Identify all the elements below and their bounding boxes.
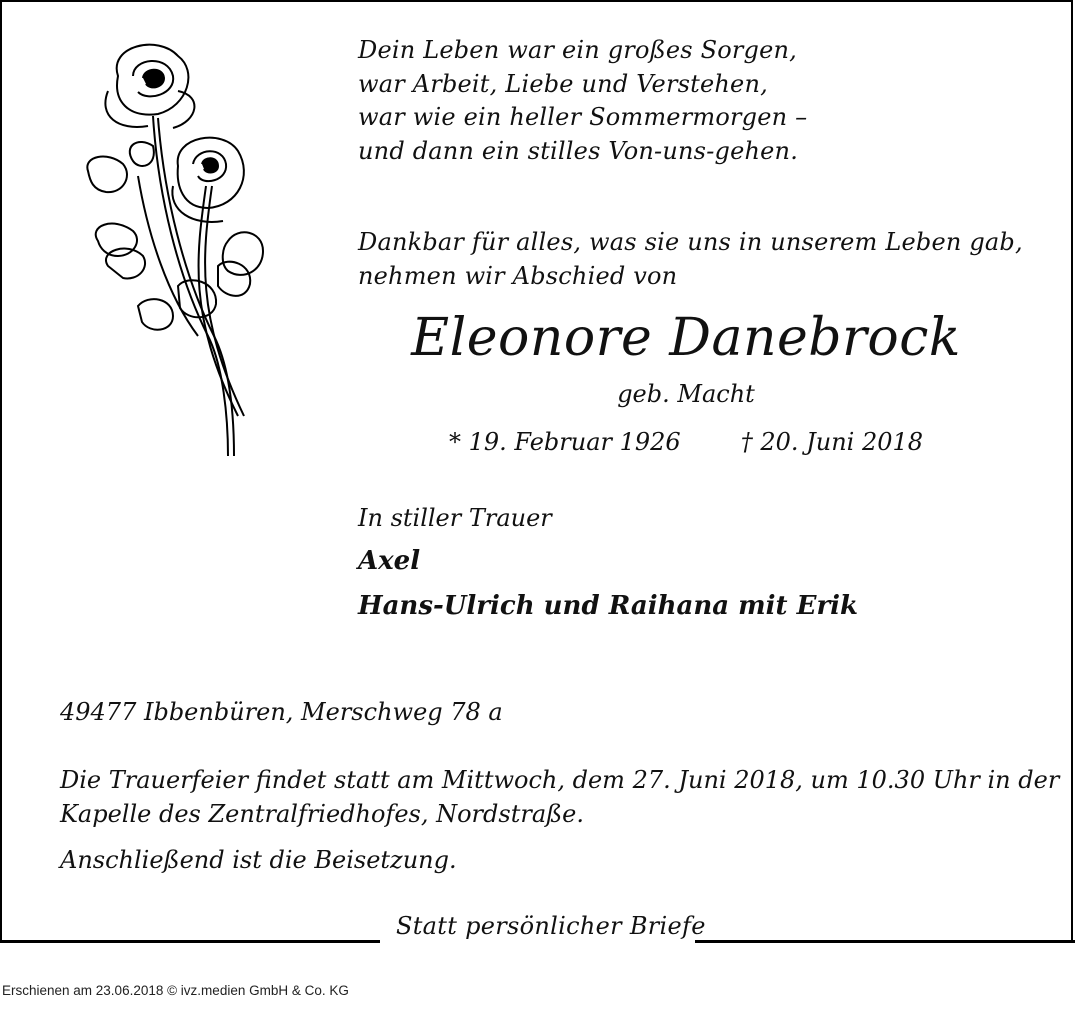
bottom-rule-left: [0, 940, 380, 943]
rose-illustration: [78, 36, 268, 461]
deceased-name: Eleonore Danebrock: [411, 308, 961, 368]
thanks-line: nehmen wir Abschied von: [358, 261, 678, 290]
footer-note: Statt persönlicher Briefe: [396, 912, 706, 940]
publisher-credit: Erschienen am 23.06.2018 © ivz.medien GmbH & Co. KG: [2, 983, 349, 998]
memorial-verse: [358, 34, 807, 168]
verse-line: Dein Leben war ein großes Sorgen,: [358, 36, 797, 64]
bottom-rule-right: [695, 940, 1075, 943]
verse-line: war wie ein heller Sommermorgen –: [358, 103, 808, 131]
maiden-name: geb. Macht: [617, 380, 755, 408]
death-date: † 20. Juni 2018: [740, 428, 924, 456]
birth-date: * 19. Februar 1926: [448, 428, 681, 456]
mourning-intro: In stiller Trauer: [358, 504, 552, 532]
mourner-name: Hans-Ulrich und Raihana mit Erik: [358, 591, 859, 621]
ceremony-line: Kapelle des Zentralfriedhofes, Nordstraße.: [60, 799, 584, 828]
thanks-line: Dankbar für alles, was sie uns in unserem Leben gab,: [358, 228, 1023, 256]
verse-line: und dann ein stilles Von-uns-gehen.: [358, 136, 799, 165]
ceremony-info: [60, 764, 1059, 831]
life-dates: [358, 428, 1014, 456]
ceremony-line: Die Trauerfeier findet statt am Mittwoch, dem 27. Juni 2018, um 10.30 Uhr in der: [60, 766, 1060, 794]
thanks-text: [358, 226, 1023, 293]
burial-info: Anschließend ist die Beisetzung.: [60, 846, 457, 874]
verse-line: war Arbeit, Liebe und Verstehen,: [358, 69, 768, 98]
family-address: 49477 Ibbenbüren, Merschweg 78 a: [60, 698, 503, 726]
mourner-name: Axel: [358, 546, 421, 576]
